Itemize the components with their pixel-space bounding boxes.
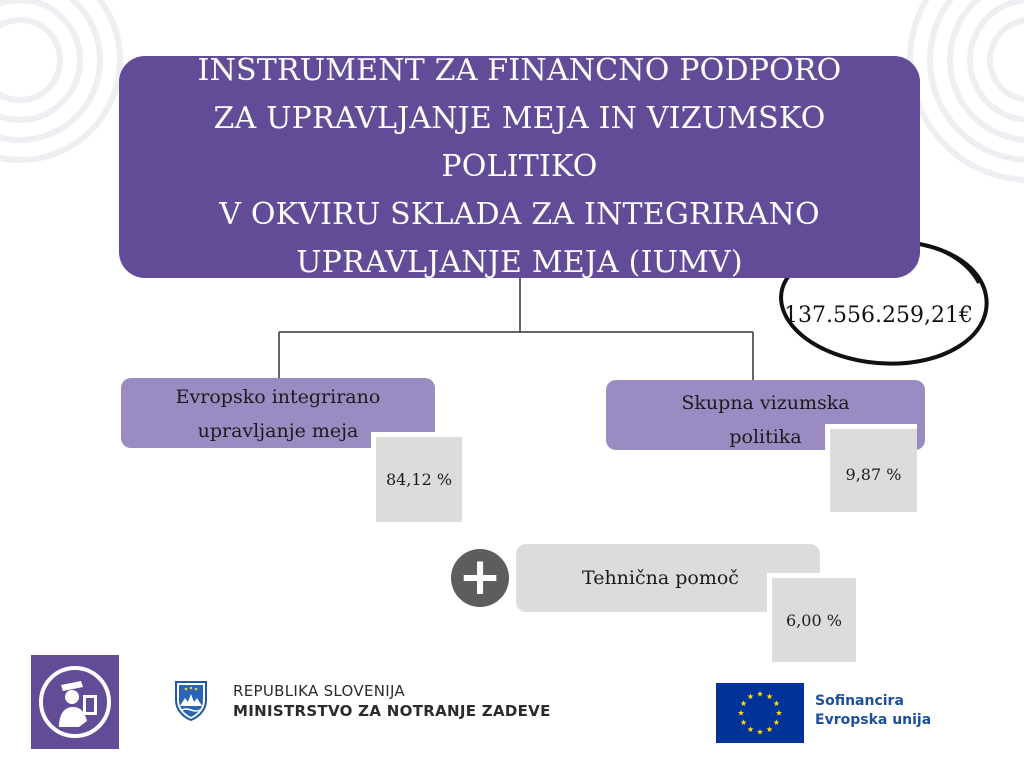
eu-cofinancing	[815, 692, 931, 730]
technical-assistance-label: Tehnična pomoč	[582, 567, 739, 589]
eu-cofinancing-line1: Sofinancira	[815, 693, 904, 709]
ministry-name	[233, 682, 551, 720]
police-officer-logo	[31, 655, 119, 749]
slovenia-coat-of-arms-icon	[174, 680, 208, 722]
branch-border-management-label: Evropsko integrirano upravljanje meja	[175, 386, 381, 442]
total-amount: 137.556.259,21€	[784, 303, 973, 328]
diagram-title: INSTRUMENT ZA FINANČNO PODPORO ZA UPRAVLJANJE MEJA IN VIZUMSKO POLITIKO V OKVIRU SKLADA ZA INTEGRIRANO UPRAVLJANJE MEJA (IUMV)	[197, 53, 842, 280]
share-visa-policy: 9,87 %	[825, 424, 917, 512]
corner-arcs-right	[910, 0, 1024, 180]
eu-flag-icon	[716, 683, 804, 743]
connector-lines	[279, 278, 753, 380]
title-box	[119, 53, 920, 280]
branch-visa-policy-label: Skupna vizumska politika	[681, 392, 850, 448]
share-technical-assistance: 6,00 %	[767, 573, 856, 662]
corner-arcs-left	[0, 0, 120, 160]
plus-icon: +	[451, 549, 509, 607]
police-officer-icon	[31, 655, 119, 749]
eu-cofinancing-line2: Evropska unija	[815, 712, 932, 728]
republic-name: REPUBLIKA SLOVENIJA	[233, 682, 405, 700]
share-border-management: 84,12 %	[371, 432, 462, 522]
ministry-title: MINISTRSTVO ZA NOTRANJE ZADEVE	[233, 702, 551, 720]
